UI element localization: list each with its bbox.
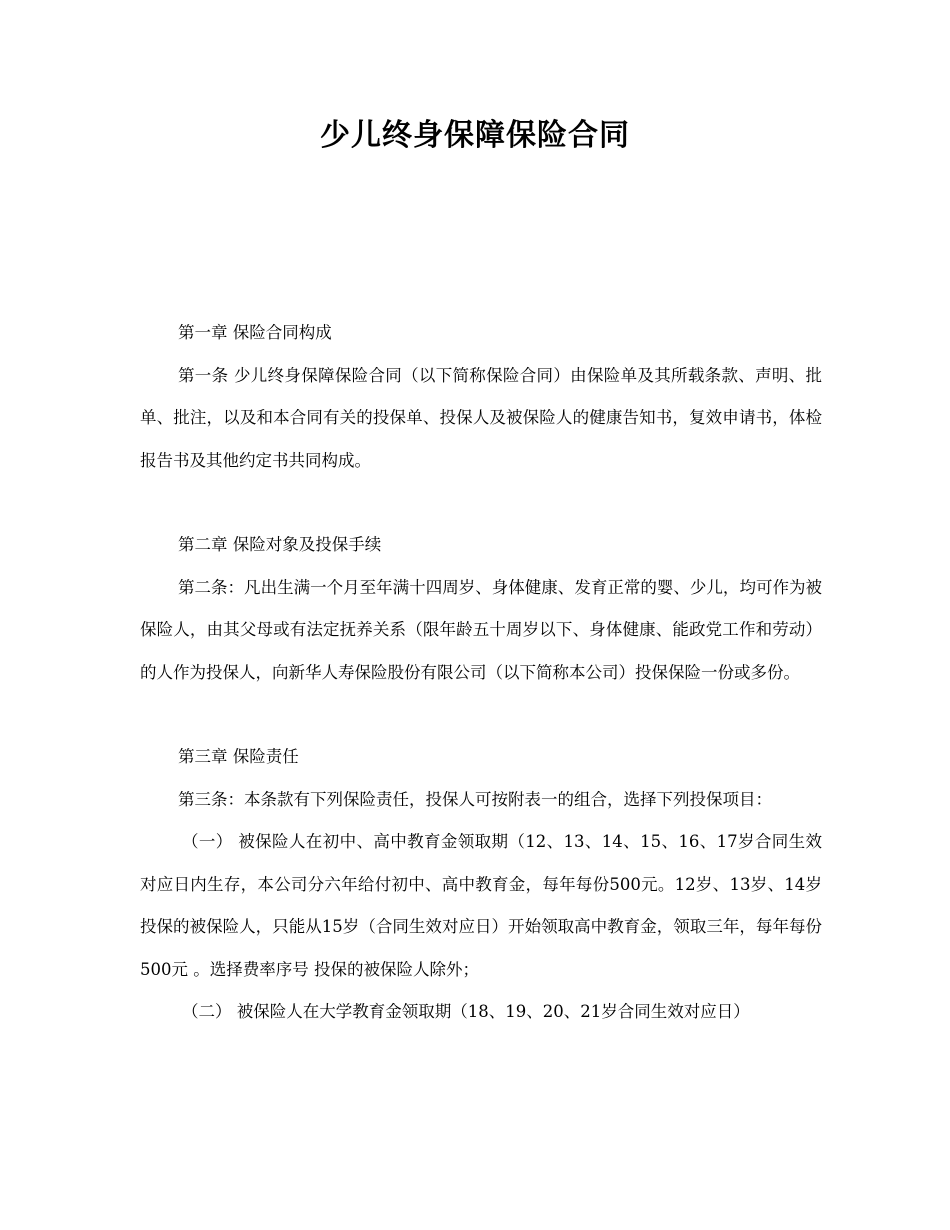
document-body	[140, 312, 822, 1034]
article-paragraph: 第二条：凡出生满一个月至年满十四周岁、身体健康、发育正常的婴、少儿，均可作为被保险人，由其父母或有法定抚养关系（限年龄五十周岁以下、身体健康、能政党工作和劳动）的人作为投保人，向新华人寿保险股份有限公司（以下简称本公司）投保保险一份或多份。	[140, 577, 822, 682]
document-title: 少儿终身保障保险合同	[320, 118, 630, 153]
paragraph-spacer	[140, 694, 822, 736]
chapter-heading: 第二章 保险对象及投保手续	[178, 535, 382, 554]
list-item-paragraph: （一） 被保险人在初中、高中教育金领取期（12、13、14、15、16、17岁合同生效对应日内生存，本公司分六年给付初中、高中教育金，每年每份500元。12岁、13岁、14岁投保的被保险人，只能从15岁（合同生效对应日）开始领取高中教育金，领取三年，每年每份500元 。选择费率序号 投保的被保险人除外；	[140, 832, 822, 979]
chapter-heading: 第三章 保险责任	[178, 747, 299, 766]
chapter-heading: 第一章 保险合同构成	[178, 323, 332, 342]
list-item-paragraph: （二） 被保险人在大学教育金领取期（18、19、20、21岁合同生效对应日）	[182, 1002, 750, 1021]
article-paragraph: 第三条：本条款有下列保险责任，投保人可按附表一的组合，选择下列投保项目：	[178, 789, 772, 809]
article-paragraph: 第一条 少儿终身保障保险合同（以下简称保险合同）由保险单及其所载条款、声明、批单、批注，以及和本合同有关的投保单、投保人及被保险人的健康告知书，复效申请书，体检报告书及其他约定书共同构成。	[140, 365, 822, 470]
paragraph-spacer	[140, 482, 822, 524]
